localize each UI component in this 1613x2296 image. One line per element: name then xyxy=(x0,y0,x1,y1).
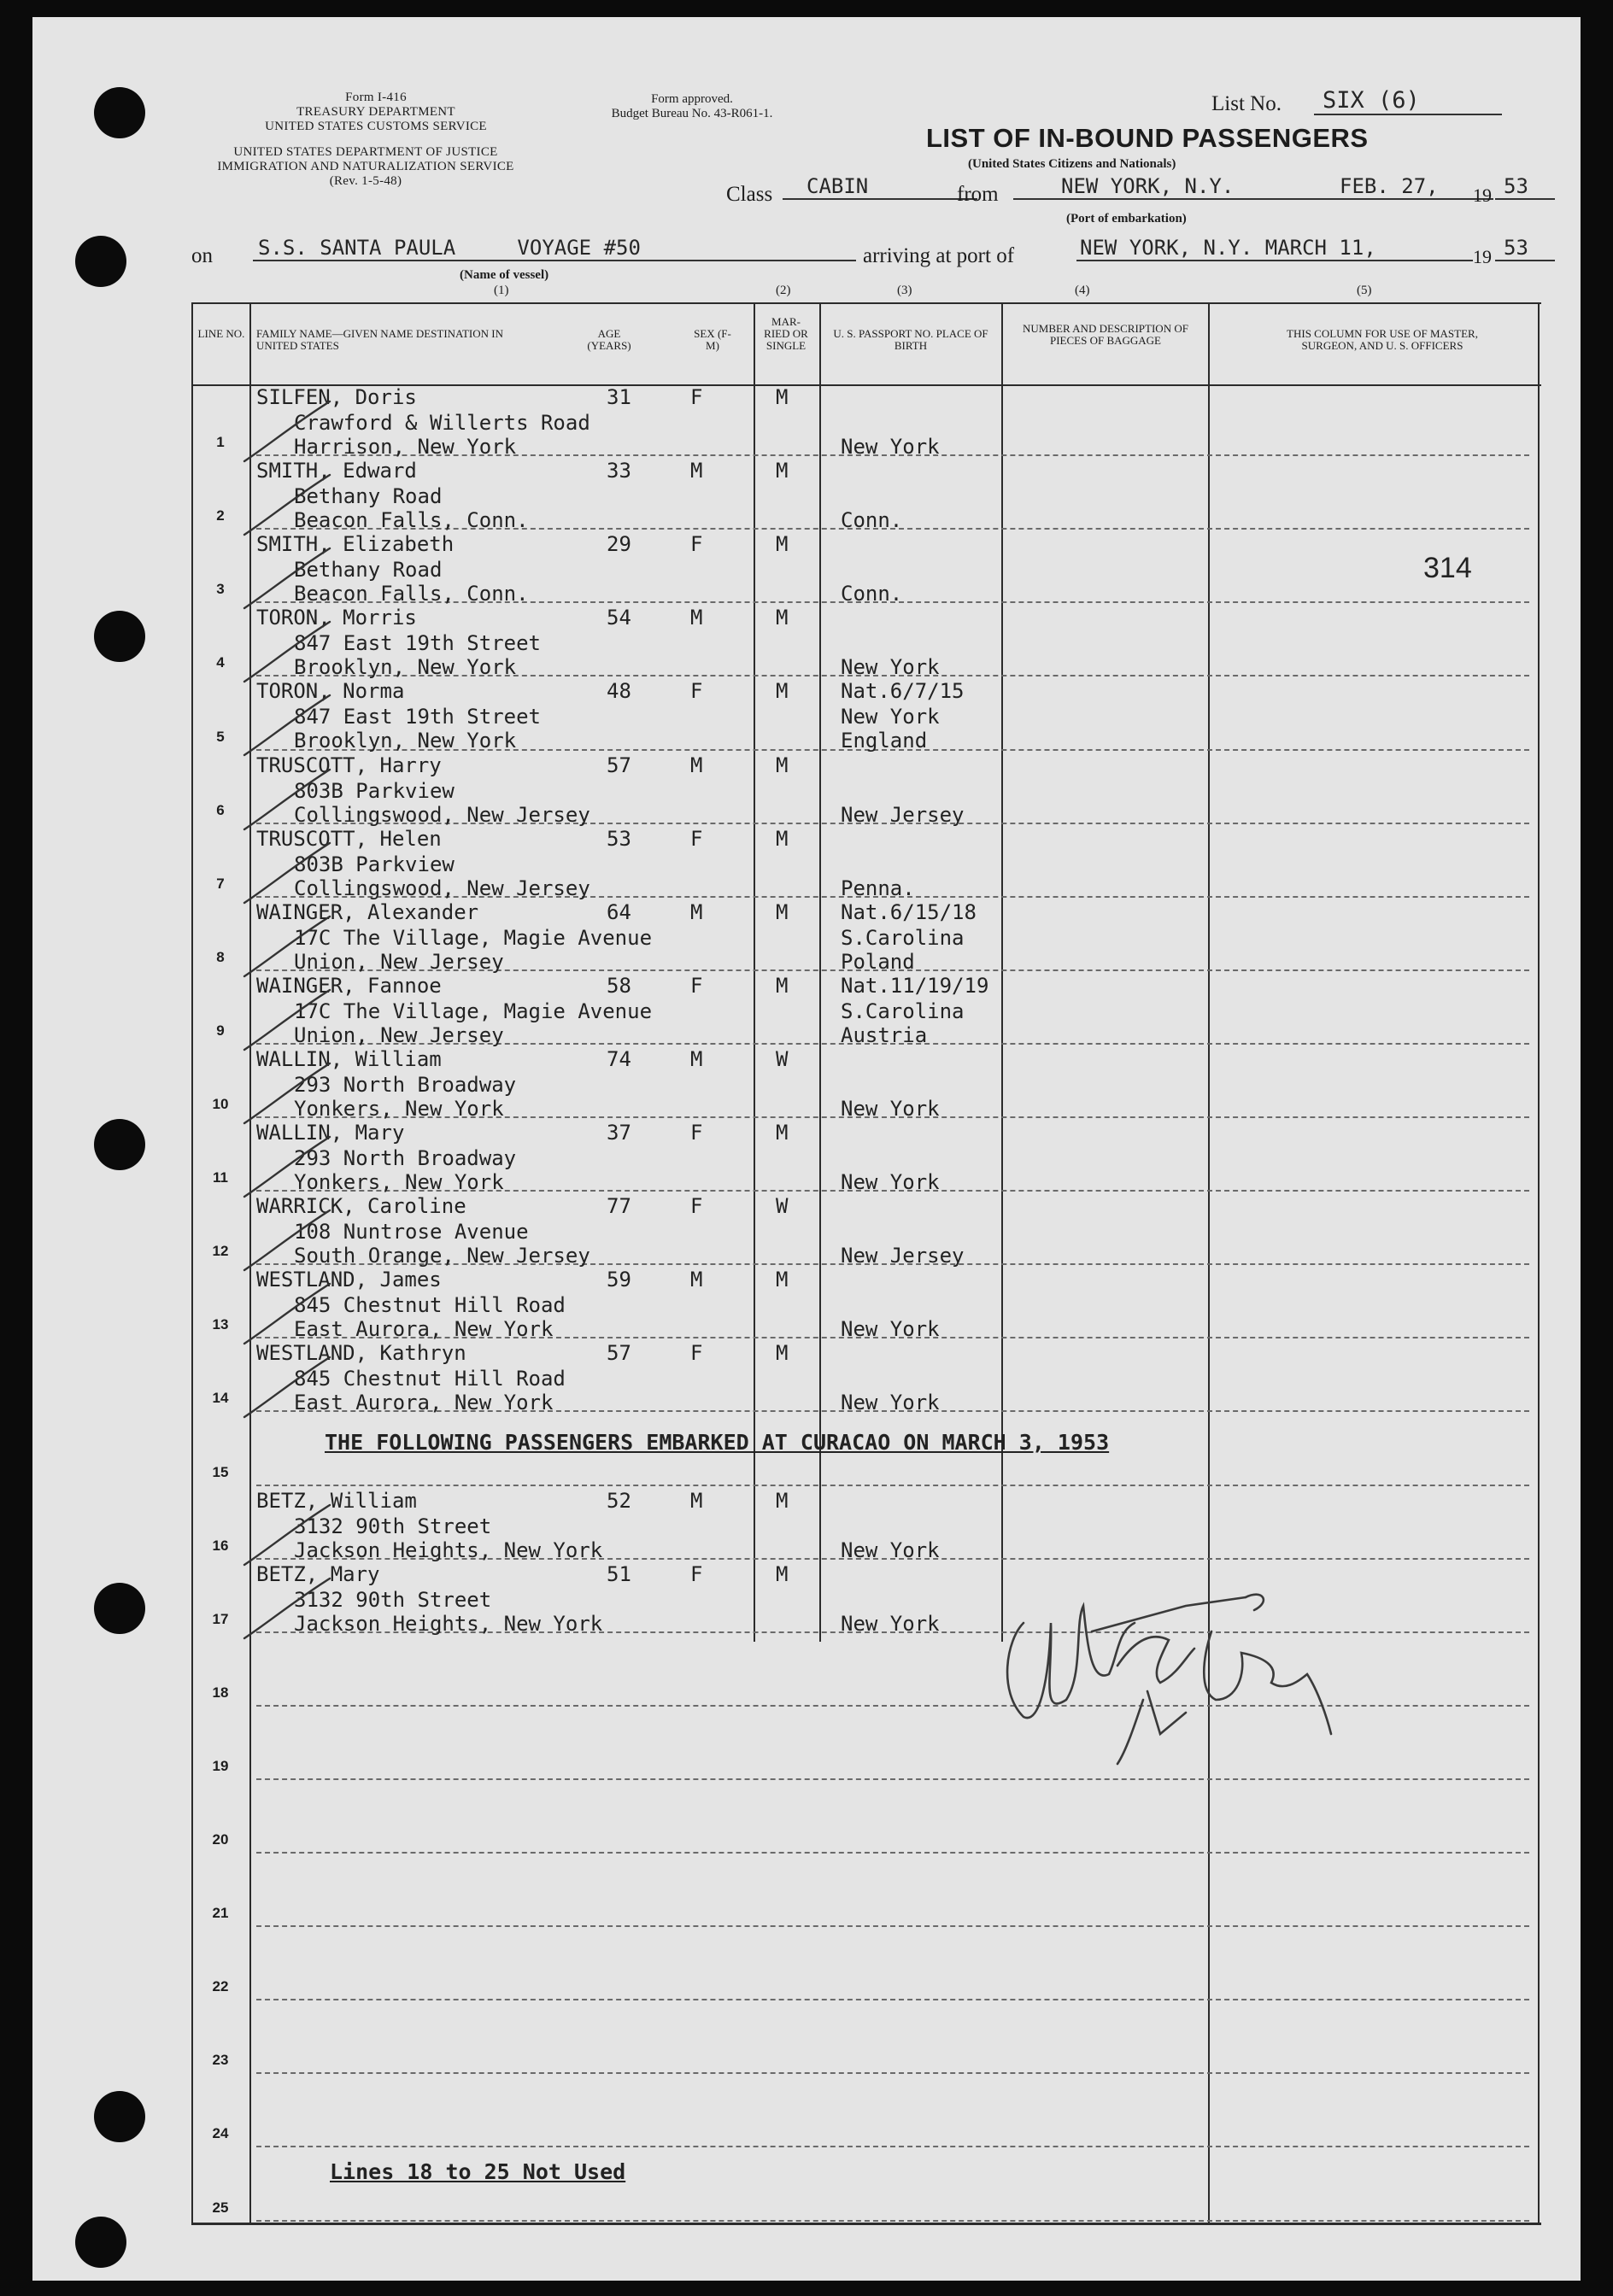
passenger-sex: F xyxy=(690,532,703,557)
punch-hole xyxy=(75,236,126,287)
passenger-marital: W xyxy=(776,1046,789,1071)
line-number: 10 xyxy=(212,1096,229,1112)
passenger-marital: M xyxy=(776,1268,789,1292)
row-separator xyxy=(256,2220,1529,2222)
place-of-birth: Poland xyxy=(841,949,915,974)
passenger-marital: M xyxy=(776,753,789,777)
century-2: 19 xyxy=(1473,246,1492,267)
passenger-address: 847 East 19th Street xyxy=(294,705,541,729)
line-number: 23 xyxy=(212,2052,229,2069)
passenger-marital: W xyxy=(776,1194,789,1219)
col-header-line-no: LINE NO. xyxy=(197,327,245,340)
passenger-marital: M xyxy=(776,1561,789,1586)
passenger-marital: M xyxy=(776,606,789,630)
col-header-sex: SEX (F-M) xyxy=(694,327,731,352)
place-of-birth: New Jersey xyxy=(841,1244,965,1268)
passport-line-2: S.Carolina xyxy=(841,925,965,950)
passenger-marital: M xyxy=(776,459,789,483)
passenger-address: 847 East 19th Street xyxy=(294,631,541,656)
signature xyxy=(989,1572,1348,1768)
passenger-name: TORON, Norma xyxy=(256,679,405,704)
passenger-city: East Aurora, New York xyxy=(294,1391,554,1415)
passenger-marital: M xyxy=(776,1488,789,1513)
passenger-age: 77 xyxy=(607,1194,631,1219)
passenger-city: Union, New Jersey xyxy=(294,1022,504,1047)
passenger-sex: F xyxy=(690,826,703,851)
treasury-dept: TREASURY DEPARTMENT xyxy=(296,105,455,119)
passenger-city: Yonkers, New York xyxy=(294,1170,504,1194)
footer-note: Lines 18 to 25 Not Used xyxy=(330,2159,626,2184)
punch-hole xyxy=(94,87,145,138)
row-separator xyxy=(256,1485,1529,1486)
passenger-name: WAINGER, Fannoe xyxy=(256,973,442,998)
from-date: FEB. 27, xyxy=(1314,174,1493,200)
budget-bureau: Budget Bureau No. 43-R061-1. xyxy=(611,107,773,120)
passenger-address: Crawford & Willerts Road xyxy=(294,411,590,435)
row-separator xyxy=(256,1778,1529,1780)
revision-date: (Rev. 1-5-48) xyxy=(329,174,402,188)
passenger-name: SILFEN, Doris xyxy=(256,385,417,409)
col-header-officers: THIS COLUMN FOR USE OF MASTER, SURGEON, AND U. S. OFFICERS xyxy=(1287,327,1478,352)
passenger-marital: M xyxy=(776,532,789,557)
passenger-name: SMITH, Edward xyxy=(256,459,417,483)
place-of-birth: Austria xyxy=(841,1022,928,1047)
line-number: 22 xyxy=(212,1978,229,1995)
passport-line-2: S.Carolina xyxy=(841,999,965,1023)
passenger-sex: F xyxy=(690,1194,703,1219)
place-of-birth: New York xyxy=(841,1096,940,1121)
col-header-age: AGE (YEARS) xyxy=(587,327,631,352)
class-value: CABIN xyxy=(783,174,977,200)
passenger-city: Beacon Falls, Conn. xyxy=(294,582,529,606)
place-of-birth: New Jersey xyxy=(841,802,965,827)
table-top-rule xyxy=(191,302,1541,304)
line-number: 7 xyxy=(216,875,225,892)
vessel-value: S.S. SANTA PAULA VOYAGE #50 xyxy=(253,236,856,261)
col-num-3: (3) xyxy=(897,284,912,297)
year-1: 53 xyxy=(1495,174,1555,200)
list-no-label: List No. xyxy=(1211,92,1282,115)
passenger-address: 17C The Village, Magie Avenue xyxy=(294,925,653,950)
passport-line-1: Nat.6/15/18 xyxy=(841,899,977,924)
place-of-birth: New York xyxy=(841,655,940,680)
place-of-birth: Conn. xyxy=(841,508,903,533)
line-number: 2 xyxy=(216,507,225,524)
row-separator xyxy=(256,2072,1529,2074)
row-separator xyxy=(256,1852,1529,1854)
line-number: 1 xyxy=(216,434,225,451)
from-value: NEW YORK, N.Y. xyxy=(1013,174,1352,200)
class-label: Class xyxy=(726,183,773,206)
passenger-age: 37 xyxy=(607,1121,631,1145)
form-approved: Form approved. xyxy=(651,92,733,106)
form-sheet xyxy=(32,17,1581,2281)
line-number: 4 xyxy=(216,654,225,671)
passenger-marital: M xyxy=(776,899,789,924)
on-label: on xyxy=(191,244,213,267)
punch-hole xyxy=(75,2217,126,2268)
line-number: 18 xyxy=(212,1684,229,1701)
passport-line-1: Nat.6/7/15 xyxy=(841,679,965,704)
col-header-passport: U. S. PASSPORT NO. PLACE OF BIRTH xyxy=(833,327,988,352)
punch-hole xyxy=(94,1119,145,1170)
passenger-sex: F xyxy=(690,1561,703,1586)
line-number: 24 xyxy=(212,2125,229,2142)
doj-block xyxy=(186,145,545,189)
passenger-age: 54 xyxy=(607,606,631,630)
passenger-name: WARRICK, Caroline xyxy=(256,1194,466,1219)
passenger-age: 59 xyxy=(607,1268,631,1292)
passenger-city: Beacon Falls, Conn. xyxy=(294,508,529,533)
passenger-name: TRUSCOTT, Harry xyxy=(256,753,442,777)
passenger-sex: M xyxy=(690,606,703,630)
passenger-sex: M xyxy=(690,899,703,924)
passenger-age: 48 xyxy=(607,679,631,704)
check-mark xyxy=(236,1570,338,1647)
passenger-address: 293 North Broadway xyxy=(294,1146,517,1170)
line-number: 19 xyxy=(212,1757,229,1774)
passenger-name: WESTLAND, Kathryn xyxy=(256,1341,466,1366)
passenger-sex: M xyxy=(690,1268,703,1292)
passenger-city: Jackson Heights, New York xyxy=(294,1611,603,1636)
passenger-age: 29 xyxy=(607,532,631,557)
line-number: 12 xyxy=(212,1243,229,1260)
passenger-age: 58 xyxy=(607,973,631,998)
list-no-value: SIX (6) xyxy=(1314,87,1502,115)
line-number: 3 xyxy=(216,581,225,598)
passenger-city: East Aurora, New York xyxy=(294,1317,554,1342)
century-1: 19 xyxy=(1473,184,1492,206)
passenger-name: SMITH, Elizabeth xyxy=(256,532,455,557)
passenger-age: 33 xyxy=(607,459,631,483)
line-number: 6 xyxy=(216,801,225,818)
passenger-age: 74 xyxy=(607,1046,631,1071)
col-num-1: (1) xyxy=(494,284,509,297)
embark-note-line: THE FOLLOWING PASSENGERS EMBARKED AT CURACAO ON MARCH 3, 1953 xyxy=(325,1430,1110,1455)
col-rule xyxy=(191,302,193,2224)
passenger-age: 57 xyxy=(607,753,631,777)
passenger-name: WALLIN, William xyxy=(256,1046,442,1071)
passenger-age: 53 xyxy=(607,826,631,851)
line-number: 21 xyxy=(212,1905,229,1922)
passenger-city: Jackson Heights, New York xyxy=(294,1538,603,1562)
passenger-sex: F xyxy=(690,679,703,704)
passenger-city: South Orange, New Jersey xyxy=(294,1244,590,1268)
passenger-marital: M xyxy=(776,973,789,998)
row-separator xyxy=(256,2146,1529,2147)
passenger-age: 31 xyxy=(607,385,631,409)
punch-hole xyxy=(94,611,145,662)
line-number: 9 xyxy=(216,1022,225,1039)
passenger-address: 3132 90th Street xyxy=(294,1587,492,1612)
passenger-sex: F xyxy=(690,1121,703,1145)
doj-title: UNITED STATES DEPARTMENT OF JUSTICE xyxy=(233,145,498,159)
approval-block xyxy=(572,92,812,121)
passenger-city: Brooklyn, New York xyxy=(294,729,517,753)
passenger-name: WAINGER, Alexander xyxy=(256,899,479,924)
col-header-married: MAR-RIED OR SINGLE xyxy=(764,315,808,352)
line-number: 5 xyxy=(216,728,225,745)
passenger-name: WESTLAND, James xyxy=(256,1268,442,1292)
passenger-sex: F xyxy=(690,385,703,409)
officer-mark: 314 xyxy=(1423,552,1472,584)
passenger-age: 52 xyxy=(607,1488,631,1513)
form-number: Form I-416 xyxy=(345,91,407,104)
line-number: 8 xyxy=(216,948,225,965)
from-label: from xyxy=(957,183,999,206)
place-of-birth: New York xyxy=(841,435,940,459)
year-2: 53 xyxy=(1495,236,1555,261)
line-number: 13 xyxy=(212,1316,229,1333)
line-number: 15 xyxy=(212,1463,229,1480)
line-number: 16 xyxy=(212,1537,229,1554)
col-num-4: (4) xyxy=(1075,284,1090,297)
col-rule xyxy=(1538,302,1540,2224)
punch-hole xyxy=(94,2091,145,2142)
line-number: 14 xyxy=(212,1390,229,1407)
passenger-sex: F xyxy=(690,973,703,998)
passenger-city: Yonkers, New York xyxy=(294,1096,504,1121)
passenger-address: 3132 90th Street xyxy=(294,1514,492,1538)
passenger-age: 51 xyxy=(607,1561,631,1586)
place-of-birth: England xyxy=(841,729,928,753)
line-number: 25 xyxy=(212,2199,229,2216)
passenger-address: 845 Chestnut Hill Road xyxy=(294,1293,566,1318)
place-of-birth: New York xyxy=(841,1391,940,1415)
embark-note: (Port of embarkation) xyxy=(1066,212,1187,226)
customs-service: UNITED STATES CUSTOMS SERVICE xyxy=(265,120,487,133)
table-bottom-rule xyxy=(191,2223,1541,2225)
place-of-birth: New York xyxy=(841,1317,940,1342)
col-header-name: FAMILY NAME—GIVEN NAME DESTINATION IN UNITED STATES xyxy=(256,327,504,352)
passenger-sex: M xyxy=(690,753,703,777)
passenger-marital: M xyxy=(776,826,789,851)
passenger-age: 64 xyxy=(607,899,631,924)
place-of-birth: New York xyxy=(841,1538,940,1562)
passenger-city: Collingswood, New Jersey xyxy=(294,876,590,900)
check-mark xyxy=(236,1349,338,1426)
passenger-city: Harrison, New York xyxy=(294,435,517,459)
form-subtitle: (United States Citizens and Nationals) xyxy=(968,157,1176,171)
line-number: 11 xyxy=(213,1169,228,1186)
passenger-address: Bethany Road xyxy=(294,558,443,583)
form-number-block xyxy=(265,91,487,134)
passenger-name: TRUSCOTT, Helen xyxy=(256,826,442,851)
passenger-marital: M xyxy=(776,385,789,409)
passenger-address: 17C The Village, Magie Avenue xyxy=(294,999,653,1023)
ins-title: IMMIGRATION AND NATURALIZATION SERVICE xyxy=(217,160,514,173)
passenger-city: Union, New Jersey xyxy=(294,949,504,974)
col-num-2: (2) xyxy=(776,284,791,297)
passenger-address: 803B Parkview xyxy=(294,852,455,876)
form-title: LIST OF IN-BOUND PASSENGERS xyxy=(926,123,1369,153)
passenger-address: Bethany Road xyxy=(294,484,443,509)
passenger-age: 57 xyxy=(607,1341,631,1366)
row-separator xyxy=(256,1925,1529,1927)
place-of-birth: New York xyxy=(841,1611,940,1636)
place-of-birth: Penna. xyxy=(841,876,915,900)
col-header-baggage: NUMBER AND DESCRIPTION OF PIECES OF BAGGAGE xyxy=(1023,322,1188,347)
vessel-note: (Name of vessel) xyxy=(460,268,549,282)
passenger-sex: M xyxy=(690,459,703,483)
passenger-sex: M xyxy=(690,1488,703,1513)
col-num-5: (5) xyxy=(1357,284,1372,297)
arriving-value: NEW YORK, N.Y. MARCH 11, xyxy=(1076,236,1473,261)
passenger-sex: M xyxy=(690,1046,703,1071)
passenger-name: BETZ, William xyxy=(256,1488,417,1513)
passenger-marital: M xyxy=(776,679,789,704)
passenger-address: 293 North Broadway xyxy=(294,1072,517,1097)
passenger-address: 845 Chestnut Hill Road xyxy=(294,1367,566,1391)
line-number: 20 xyxy=(212,1831,229,1848)
place-of-birth: Conn. xyxy=(841,582,903,606)
passenger-marital: M xyxy=(776,1341,789,1366)
passenger-city: Collingswood, New Jersey xyxy=(294,802,590,827)
passport-line-2: New York xyxy=(841,705,940,729)
arriving-label: arriving at port of xyxy=(863,244,1015,267)
passenger-marital: M xyxy=(776,1121,789,1145)
passenger-name: WALLIN, Mary xyxy=(256,1121,405,1145)
punch-hole xyxy=(94,1583,145,1634)
passenger-sex: F xyxy=(690,1341,703,1366)
row-separator xyxy=(256,1999,1529,2000)
passenger-name: BETZ, Mary xyxy=(256,1561,380,1586)
passenger-address: 803B Parkview xyxy=(294,778,455,803)
line-number: 17 xyxy=(212,1610,229,1627)
passenger-name: TORON, Morris xyxy=(256,606,417,630)
passenger-city: Brooklyn, New York xyxy=(294,655,517,680)
place-of-birth: New York xyxy=(841,1170,940,1194)
passenger-address: 108 Nuntrose Avenue xyxy=(294,1220,529,1245)
passport-line-1: Nat.11/19/19 xyxy=(841,973,989,998)
